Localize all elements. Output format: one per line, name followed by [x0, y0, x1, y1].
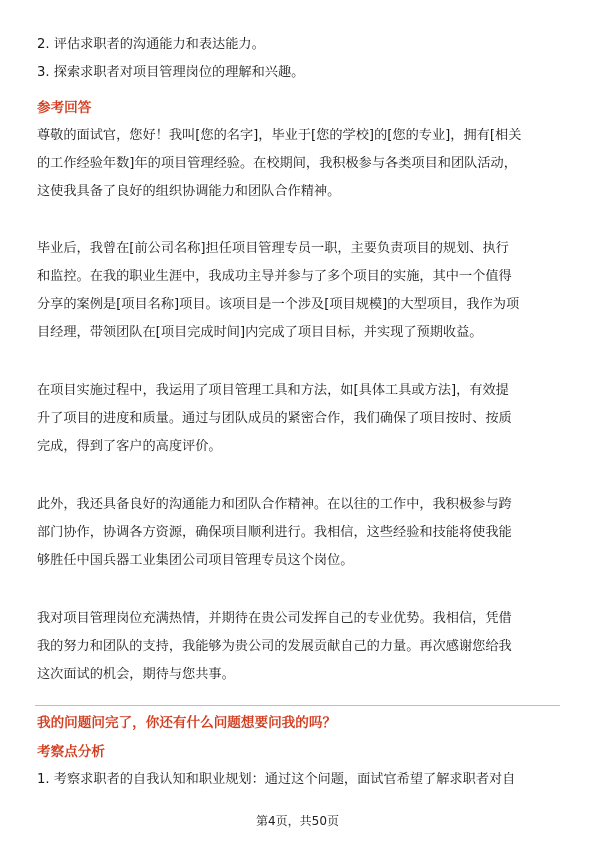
- divider: [35, 705, 560, 706]
- paragraph-line: 毕业后，我曾在[前公司名称]担任项目管理专员一职，主要负责项目的规划、执行: [37, 241, 509, 256]
- paragraph-line: 分享的案例是[项目名称]项目。该项目是一个涉及[项目规模]的大型项目，我作为项: [37, 297, 520, 312]
- paragraph-line: 的工作经验年数]年的项目管理经验。在校期间，我积极参与各类项目和团队活动，: [37, 156, 517, 171]
- paragraph-line: 完成，得到了客户的高度评价。: [37, 439, 222, 454]
- paragraph-line: 我对项目管理岗位充满热情，并期待在贵公司发挥自己的专业优势。我相信，凭借: [37, 611, 512, 626]
- list-item-goal-3: 3. 探索求职者对项目管理岗位的理解和兴趣。: [37, 65, 305, 80]
- paragraph-line: 部门协作，协调各方资源，确保项目顺利进行。我相信，这些经验和技能将使我能: [37, 525, 512, 540]
- list-item-goal-2: 2. 评估求职者的沟通能力和表达能力。: [37, 37, 265, 52]
- paragraph-line: 此外，我还具备良好的沟通能力和团队合作精神。在以往的工作中，我积极参与跨: [37, 497, 512, 512]
- page-number: 第4页，共50页: [256, 814, 339, 828]
- paragraph-line: 目经理，带领团队在[项目完成时间]内完成了项目目标，并实现了预期收益。: [37, 325, 483, 340]
- paragraph-line: 升了项目的进度和质量。通过与团队成员的紧密合作，我们确保了项目按时、按质: [37, 411, 512, 426]
- section-heading-analysis: 考察点分析: [37, 744, 105, 760]
- paragraph-line: 尊敬的面试官，您好！我叫[您的名字]，毕业于[您的学校]的[您的专业]，拥有[相关: [37, 128, 522, 143]
- paragraph-line: 这次面试的机会，期待与您共事。: [37, 667, 235, 682]
- paragraph-line: 够胜任中国兵器工业集团公司项目管理专员这个岗位。: [37, 553, 354, 568]
- paragraph-line: 在项目实施过程中，我运用了项目管理工具和方法，如[具体工具或方法]，有效提: [37, 383, 509, 398]
- question-heading: 我的问题问完了，你还有什么问题想要问我的吗？: [37, 715, 337, 731]
- list-item-analysis-1: 1. 考察求职者的自我认知和职业规划：通过这个问题，面试官希望了解求职者对自: [37, 772, 516, 787]
- paragraph-line: 这使我具备了良好的组织协调能力和团队合作精神。: [37, 184, 341, 199]
- section-heading-reference-answer: 参考回答: [37, 100, 92, 116]
- paragraph-line: 和监控。在我的职业生涯中，我成功主导并参与了多个项目的实施，其中一个值得: [37, 269, 512, 284]
- paragraph-line: 我的努力和团队的支持，我能够为贵公司的发展贡献自己的力量。再次感谢您给我: [37, 639, 512, 654]
